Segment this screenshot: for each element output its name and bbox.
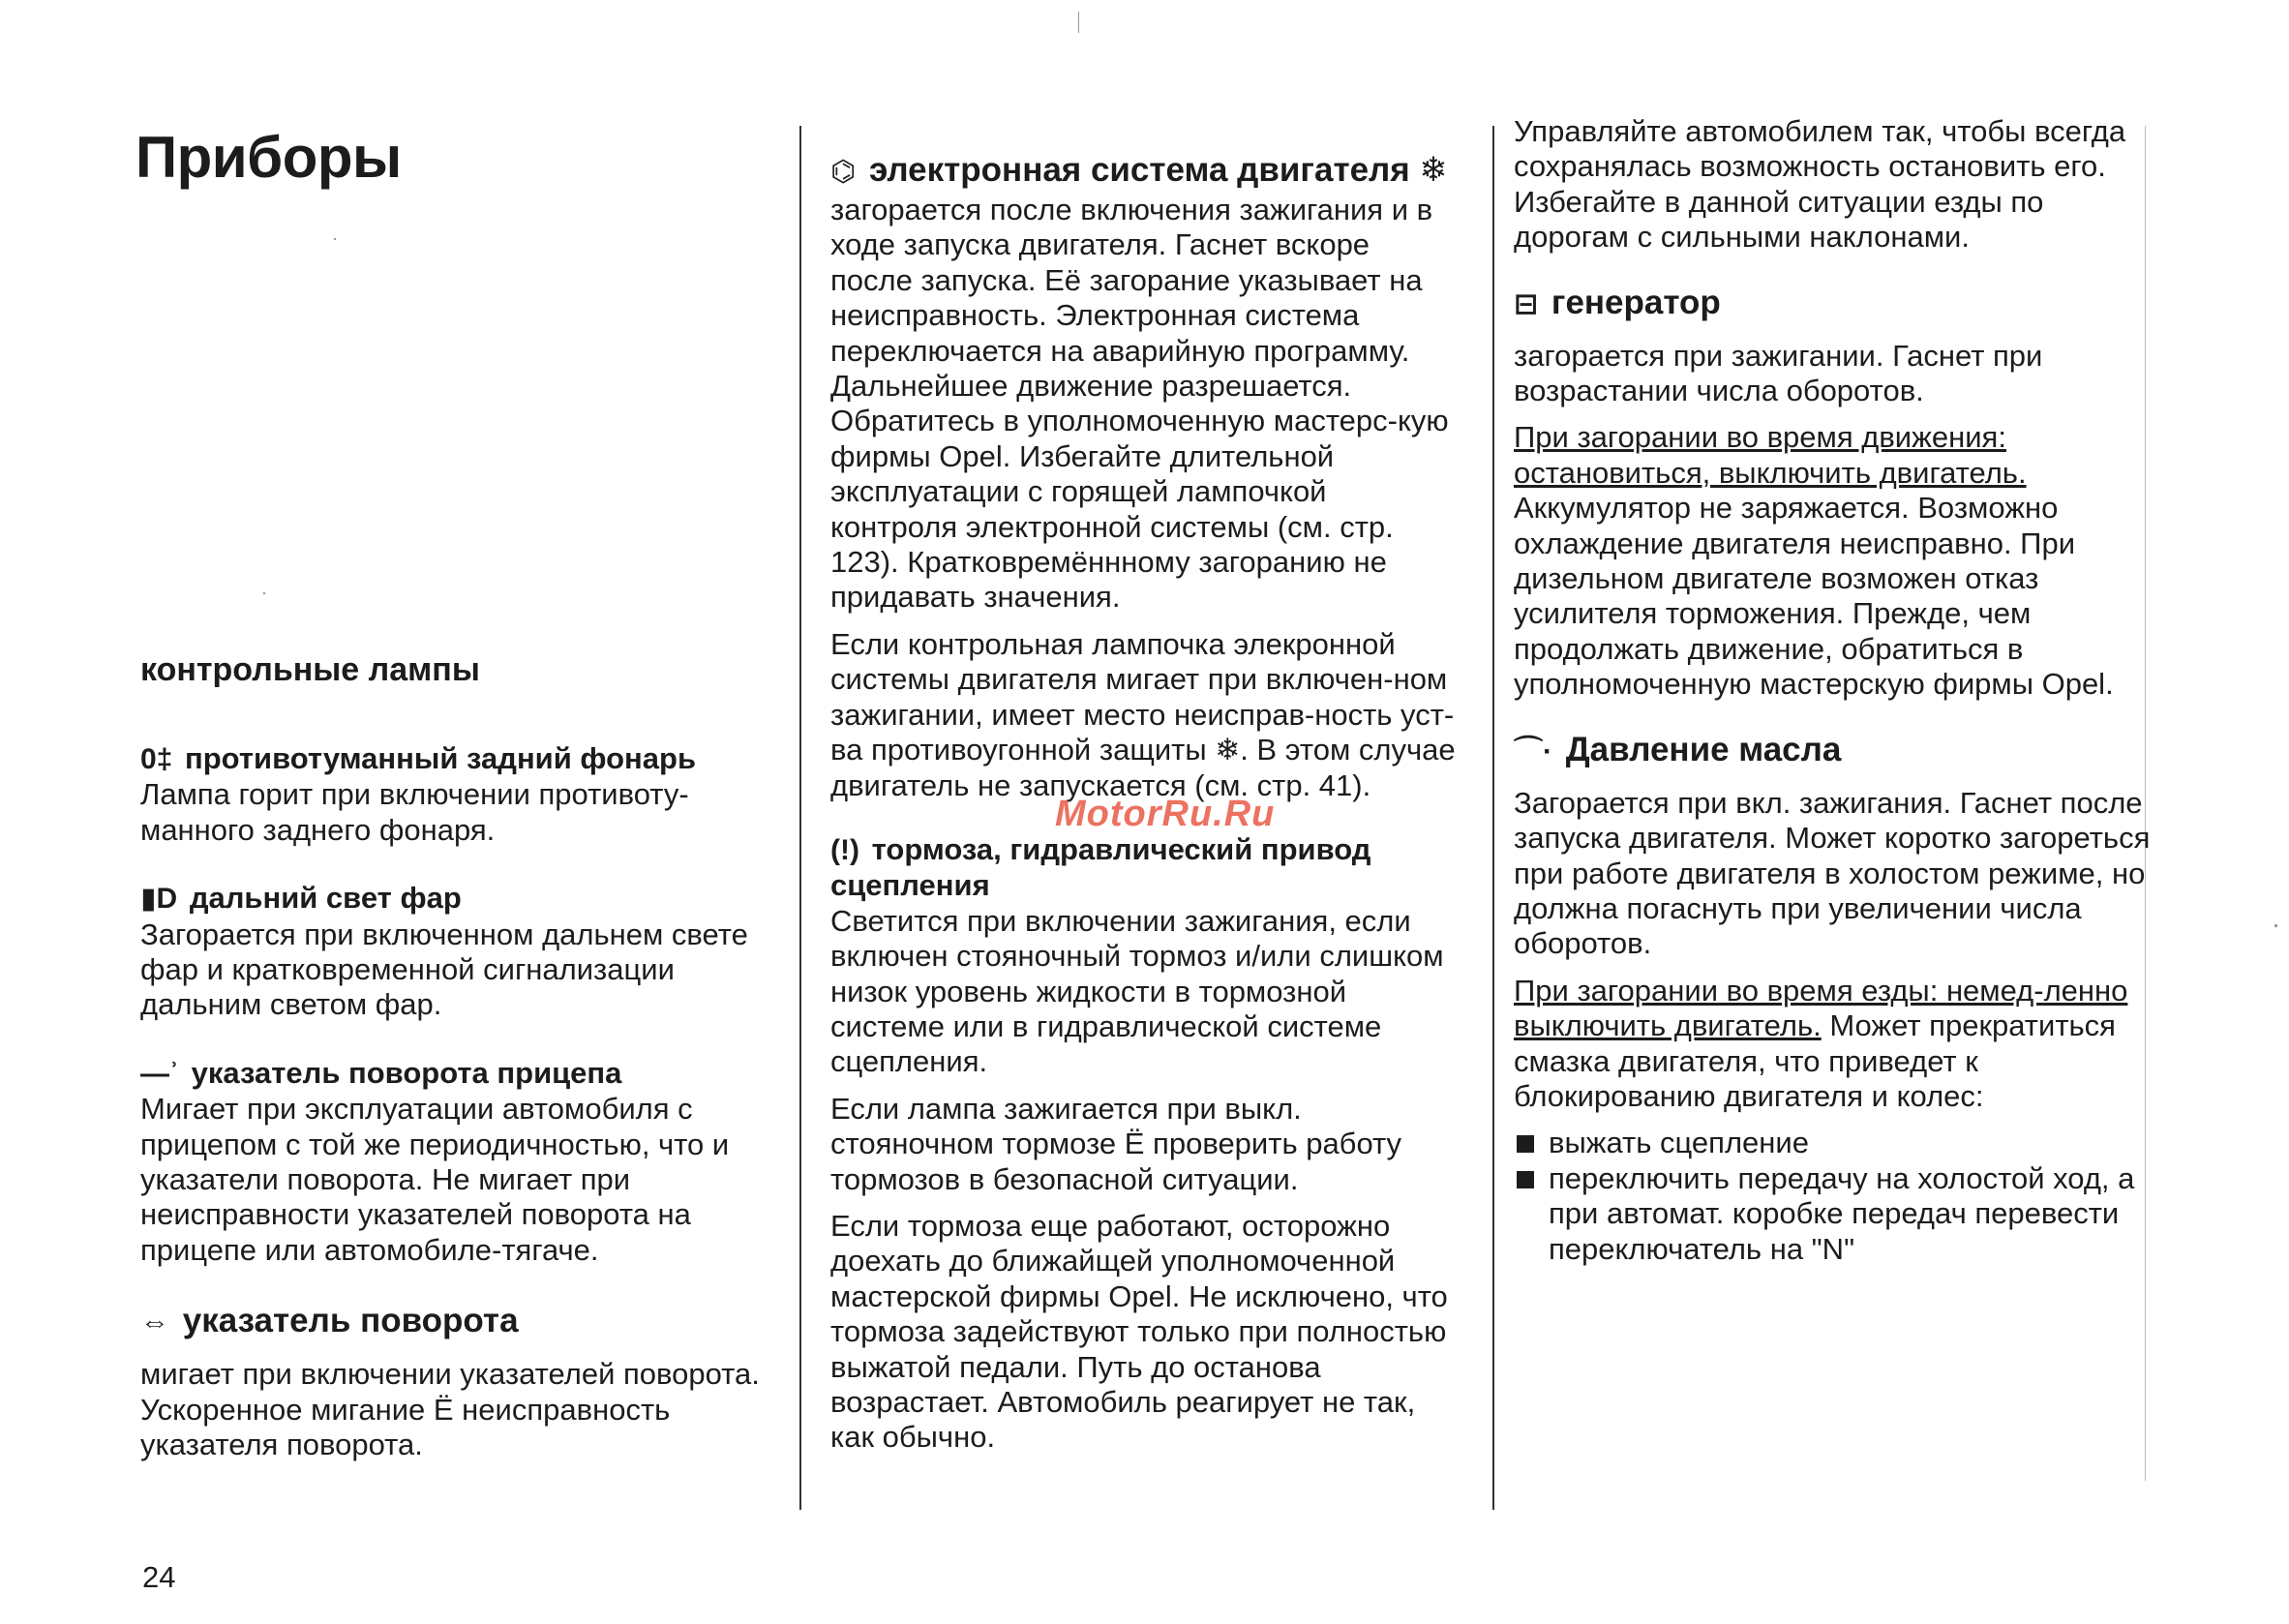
scan-speck [2274,924,2277,927]
column-divider [799,126,801,1510]
turn-signal-icon: ⇔ [140,1307,169,1339]
item-text-continued: Может прекратиться смазка двигателя, что приведет к блокированию двигателя и колес: [1514,1008,2116,1113]
warning-text: При загорании во время движения: остановиться, выключить двигатель. [1514,420,2027,490]
high-beam-section [140,881,760,1023]
brakes-section [830,832,1460,1456]
item-text: загорается после включения зажигания и в ходе запуска двигателя. Гаснет вскоре после запуска. Её загорание указывает на неисправность. Электронная система переключается на аварийную программу. Дальнейшее движение разрешается. Обратитесь в уполномоченную мастерс-кую фирмы Opel. Избегайте длительной эксплуатации с горящей лампочкой контроля электронной системы (см. стр. 123). Кратковремённному загоранию не придавать значения. [830,193,1449,615]
list-item: переключить передачу на холостой ход, а при автомат. коробке передач перевести переключатель на "N" [1514,1161,2153,1267]
item-text: Если тормоза еще работают, осторожно доехать до ближайщей уполномоченной мастерской фирмы Opel. Не исключено, что тормоза задействуют только при полностью выжатой педали. Путь до останова возрастает. Автомобиль реагирует не так, как обычно. [830,1208,1448,1455]
generator-section [1514,283,2153,703]
item-title-text: электронная система двигателя ❄ [868,151,1448,189]
item-title [830,832,1460,904]
item-title-text: указатель поворота прицепа [191,1055,622,1090]
item-text: Если контрольная лампочка элекронной системы двигателя мигает при включен-ном зажигании, имеет место неисправ-ность уст-ва противоугонной защиты ❄. В этом случае двигатель не запускается (см. стр. 41). [830,626,1456,802]
scan-speck [263,592,265,594]
watermark: MotorRu.Ru [1055,794,1276,834]
oil-pressure-section [1514,730,2153,1267]
fog-light-section [140,741,760,848]
trailer-indicator-icon: —ʾ [140,1057,179,1090]
item-title-text: Давление масла [1565,730,1842,768]
high-beam-icon: ▮D [140,883,178,916]
scan-speck [334,238,336,240]
item-title [1514,730,2153,772]
column-divider [1492,126,1494,1510]
item-title [140,1056,760,1092]
brake-warning-icon: (!) [830,833,859,866]
fog-light-icon: 0‡ [140,743,173,775]
item-text [1514,974,2153,1115]
item-title [140,881,760,917]
warning-text: При загорании во время езды: немед-ленно выключить двигатель. [1514,973,2128,1043]
item-title-text: тормоза, гидравлический привод сцепления [830,831,1371,903]
item-text: мигает при включении указателей поворота. Ускоренное мигание Ё неисправность указателя поворота. [140,1357,760,1462]
left-column [140,650,760,1487]
section-heading: контрольные лампы [140,651,480,688]
item-text: Светится при включении зажигания, если включен стояночный тормоз и/или слишком низок уровень жидкости в тормозной системе или в гидравлической системе сцепления. [830,903,1444,1079]
engine-electronics-icon: ⌬ [830,156,857,188]
item-title-text: дальний свет фар [189,881,462,916]
item-title [140,741,760,777]
item-text: Загорается при включенном дальнем свете фар и кратковременной сигнализации дальним светом фар. [140,917,748,1022]
scan-speck [1078,12,1079,33]
item-text [1514,420,2153,702]
battery-icon: ⊟ [1514,287,1539,320]
item-title-text: указатель поворота [182,1302,519,1340]
item-title-text: генератор [1551,283,1721,321]
item-text: Если лампа зажигается при выкл. стояночном тормозе Ё проверить работу тормозов в безопасной ситуации. [830,1091,1402,1196]
item-text: Мигает при эксплуатации автомобиля с прицепом с той же периодичностью, что и указатели поворота. Не мигает при неисправности указателей поворота на прицепе или автомобиле-тягаче. [140,1092,730,1267]
page-number: 24 [142,1560,176,1594]
page-title: Приборы [136,125,402,190]
list-item: выжать сцепление [1514,1126,2153,1160]
item-title [830,150,1460,193]
oil-can-icon: ⌒· [1514,735,1552,767]
item-text: Загорается при вкл. зажигания. Гаснет после запуска двигателя. Может коротко загореться при работе двигателя в холостом режиме, но должна погаснуть при увеличении числа оборотов. [1514,785,2151,961]
item-text: Лампа горит при включении противоту-манного заднего фонаря. [140,777,689,847]
item-text: загорается при зажигании. Гаснет при возрастании числа оборотов. [1514,338,2043,408]
item-title-text: противотуманный задний фонарь [185,741,696,775]
turn-signal-section [140,1301,760,1462]
trailer-indicator-section [140,1056,760,1268]
intro-text: Управляйте автомобилем так, чтобы всегда сохранялась возможность остановить его. Избегайте в данной ситуации езды по дорогам с сильными наклонами. [1514,114,2126,255]
engine-electronics-section [830,150,1460,803]
item-title [1514,283,2153,325]
item-text-continued: Аккумулятор не заряжается. Возможно охлаждение двигателя неисправно. При дизельном двигателе возможен отказ усилителя торможения. Прежде, чем продолжать движение, обратиться в уполномоченную мастерскую фирмы Opel. [1514,491,2114,702]
right-column [1514,114,2153,1290]
item-title [140,1301,760,1343]
